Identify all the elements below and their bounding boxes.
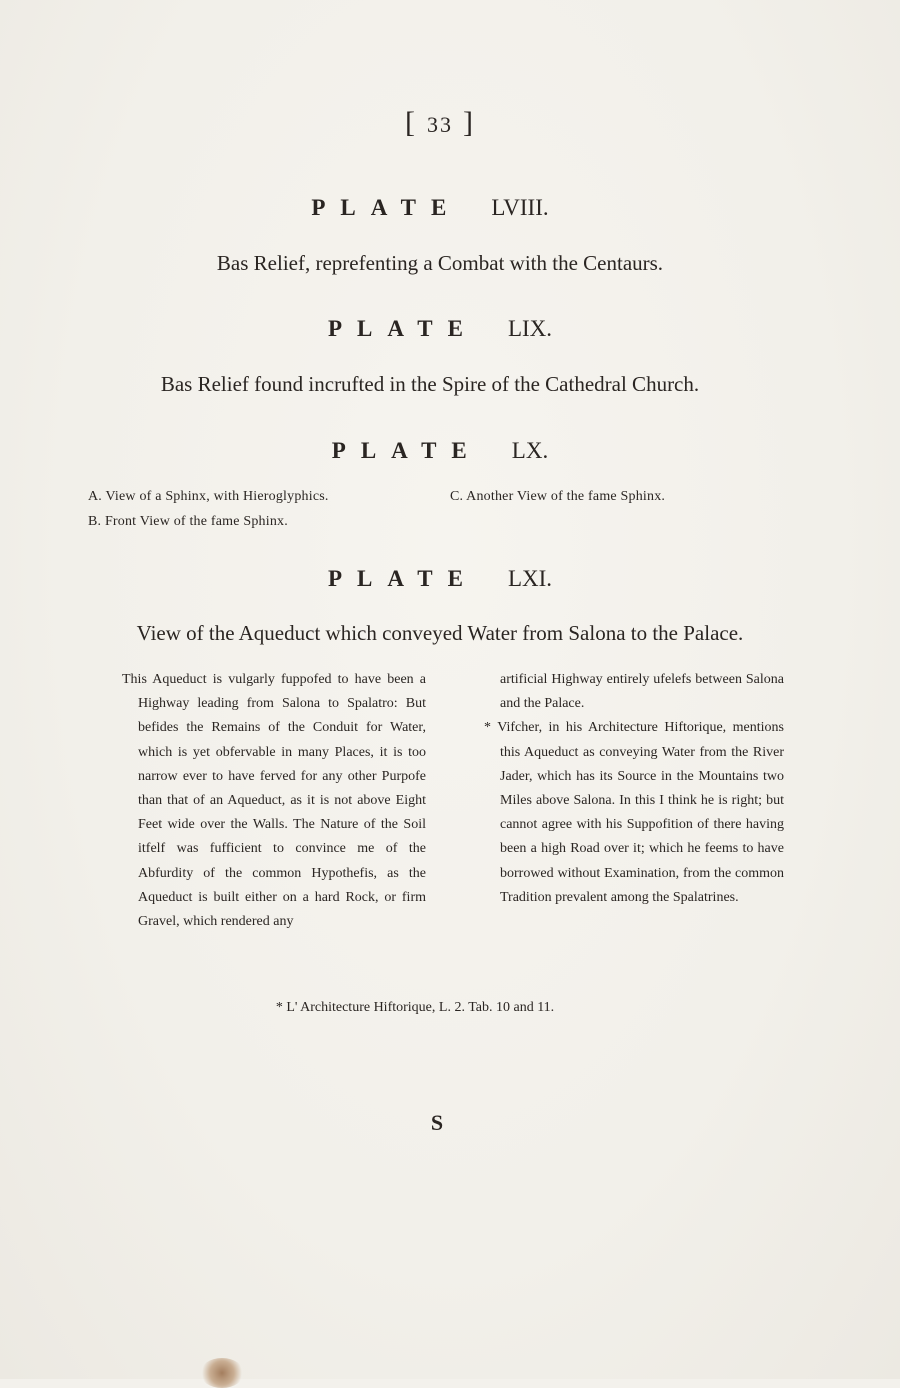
signature-mark: S	[430, 1110, 444, 1135]
plate-heading-lx	[0, 438, 880, 464]
plate-numeral: LVIII.	[491, 195, 549, 220]
plate-heading-lix	[0, 316, 880, 342]
body-left-column	[122, 668, 426, 934]
plate-numeral: LX.	[511, 438, 549, 463]
plate-lviii-subtitle: Bas Relief, reprefenting a Combat with the Centaurs.	[216, 251, 664, 275]
plate-numeral: LXI.	[507, 566, 553, 591]
plate-word: PLATE	[327, 566, 478, 591]
plate-lx-item-b: B. Front View of the fame Sphinx.	[88, 514, 288, 529]
page-number	[0, 106, 880, 140]
body-right-note: * Vifcher, in his Architecture Hiftorique, mentions this Aqueduct as conveying Water from the River Jader, which has its Source in the Mountains two Miles above Salona. In this I think he is right; but cannot agree with his Suppofition of there having been a high Road over it; which he feems to have borrowed without Examination, from the common Tradition prevalent among the Spalatrines.	[484, 720, 784, 905]
plate-heading-lviii	[0, 195, 860, 221]
body-right-continuation: artificial Highway entirely ufelefs between Salona and the Palace.	[500, 672, 784, 712]
paper-stain	[200, 1358, 244, 1388]
footnote: * L' Architecture Hiftorique, L. 2. Tab. 10 and 11.	[275, 1000, 555, 1015]
body-left-paragraph: This Aqueduct is vulgarly fuppofed to have been a Highway leading from Salona to Spalatro: But befides the Remains of the Conduit for Water, which is yet obfervable in many Places, it is too narrow ever to have ferved for any other Purpofe than that of an Aqueduct, as it is not above Eight Feet wide over the Walls. The Nature of the Soil itfelf was fufficient to convince me of the Abfurdity of the common Hypothefis, as the Aqueduct is built either on a hard Rock, or firm Gravel, which rendered any	[122, 672, 426, 930]
plate-lxi-subtitle: View of the Aqueduct which conveyed Water from Salona to the Palace.	[136, 621, 744, 645]
plate-lx-item-c: C. Another View of the fame Sphinx.	[450, 489, 666, 504]
body-right-column	[484, 668, 784, 910]
plate-word: PLATE	[311, 195, 462, 220]
plate-word: PLATE	[327, 316, 478, 341]
page-number-close-bracket: ]	[463, 106, 475, 139]
plate-word: PLATE	[331, 438, 482, 463]
plate-heading-lxi	[0, 566, 880, 592]
page-number-value: 33	[427, 112, 453, 137]
page-number-open-bracket: [	[405, 106, 417, 139]
plate-lx-item-a: A. View of a Sphinx, with Hieroglyphics.	[88, 489, 329, 504]
plate-numeral: LIX.	[507, 316, 553, 341]
plate-lix-subtitle: Bas Relief found incrufted in the Spire of the Cathedral Church.	[160, 372, 700, 396]
